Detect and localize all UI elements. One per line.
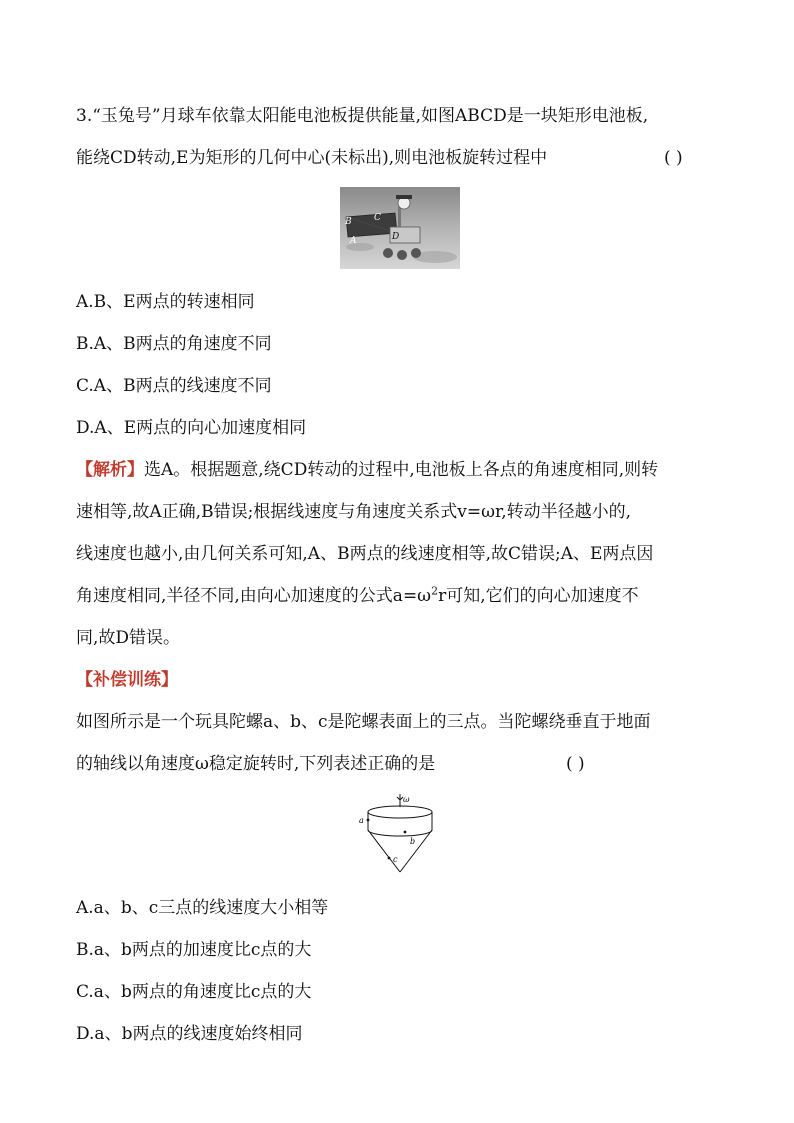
label-b: b [410, 837, 416, 846]
analysis-text-4b: r可知,它们的向心加速度不 [438, 586, 639, 606]
top-lower-rim [368, 830, 432, 836]
question-3-line-2: 能绕CD转动,E为矩形的几何中心(未标出),则电池板旋转过程中 [76, 148, 548, 168]
label-c: C [374, 213, 381, 223]
supplement-option-d: D.a、b两点的线速度始终相同 [76, 1024, 303, 1044]
analysis-line-3: 线速度也越小,由几何关系可知,A、B两点的线速度相等,故C错误;A、E两点因 [76, 544, 654, 564]
spinning-top-figure [355, 792, 445, 876]
supplement-line-1: 如图所示是一个玩具陀螺a、b、c是陀螺表面上的三点。当陀螺绕垂直于地面 [76, 712, 651, 732]
supplement-answer-blank: ( ) [566, 754, 585, 774]
question-3-option-d: D.A、E两点的向心加速度相同 [76, 418, 307, 438]
analysis-text-1: 选A。根据题意,绕CD转动的过程中,电池板上各点的角速度相同,则转 [144, 460, 659, 480]
analysis-text-4a: 角速度相同,半径不同,由向心加速度的公式a=ω [76, 586, 432, 606]
analysis-line-5: 同,故D错误。 [76, 628, 181, 648]
label-a: a [359, 816, 364, 825]
question-3-option-b: B.A、B两点的角速度不同 [76, 334, 272, 354]
label-d: D [392, 232, 400, 242]
question-3-option-c: C.A、B两点的线速度不同 [76, 376, 272, 396]
label-b: B [345, 217, 352, 227]
label-c: c [393, 855, 398, 864]
analysis-line-2: 速相等,故A正确,B错误;根据线速度与角速度关系式v=ωr,转动半径越小的, [76, 502, 632, 522]
question-3-option-a: A.B、E两点的转速相同 [76, 292, 255, 312]
analysis-line-4 [76, 584, 639, 608]
label-a: A [350, 236, 357, 246]
supplement-heading [76, 668, 178, 692]
analysis-tag: 【解析】 [76, 460, 144, 480]
top-upper-ellipse [368, 806, 432, 818]
question-3-line-1: 3.“玉兔号”月球车依靠太阳能电池板提供能量,如图ABCD是一块矩形电池板, [76, 106, 649, 126]
analysis-superscript: 2 [431, 584, 439, 598]
supplement-option-a: A.a、b、c三点的线速度大小相等 [76, 898, 329, 918]
label-omega: ω [403, 795, 410, 804]
lunar-rover-figure [340, 187, 460, 269]
supplement-tag: 【补偿训练】 [76, 670, 178, 690]
question-3-answer-blank: ( ) [664, 148, 683, 168]
analysis-line-1 [76, 458, 658, 482]
supplement-option-c: C.a、b两点的角速度比c点的大 [76, 982, 312, 1002]
supplement-line-2: 的轴线以角速度ω稳定旋转时,下列表述正确的是 [76, 754, 436, 774]
supplement-option-b: B.a、b两点的加速度比c点的大 [76, 940, 312, 960]
